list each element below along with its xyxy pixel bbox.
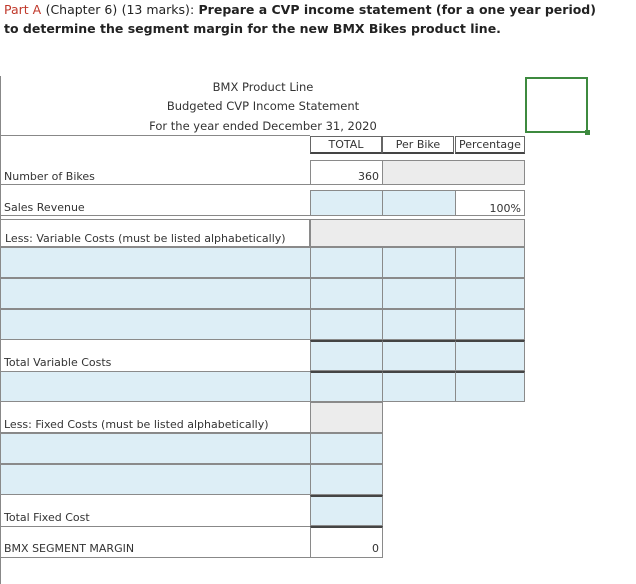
number-of-bikes-total: 360: [358, 170, 379, 183]
number-of-bikes-total-cell[interactable]: [310, 160, 383, 185]
variable-cost-row-3-per-bike[interactable]: [382, 309, 456, 340]
total-variable-costs-total[interactable]: [310, 340, 383, 371]
fill-handle[interactable]: [585, 130, 590, 135]
question-heading: [4, 0, 604, 38]
contribution-margin-label-cell[interactable]: [0, 371, 311, 402]
statement-period: For the year ended December 31, 2020: [149, 119, 377, 133]
sales-revenue-per-bike-cell[interactable]: [382, 190, 456, 216]
statement-title: BMX Product Line: [212, 80, 314, 94]
variable-cost-row-2-per-bike[interactable]: [382, 278, 456, 309]
statement-subtitle: Budgeted CVP Income Statement: [166, 99, 360, 113]
variable-cost-row-3-percentage[interactable]: [455, 309, 525, 340]
cvp-worksheet: [0, 76, 636, 584]
sales-revenue-percentage: 100%: [489, 202, 521, 215]
fixed-cost-row-1-total[interactable]: [310, 433, 383, 464]
contribution-margin-per-bike[interactable]: [382, 371, 456, 402]
number-of-bikes-label: Number of Bikes: [4, 170, 95, 183]
column-per-bike-header: Per Bike: [382, 136, 454, 154]
variable-cost-row-1-per-bike[interactable]: [382, 247, 456, 278]
question-instruction: Prepare a CVP income statement (for a one year period) to determine the segment margin for the new BMX Bikes product line.: [4, 2, 596, 36]
contribution-margin-total[interactable]: [310, 371, 383, 402]
chapter-label: (Chapter 6): [45, 2, 118, 17]
segment-margin-total-cell[interactable]: [310, 526, 383, 558]
variable-cost-row-1-label-cell[interactable]: [0, 247, 311, 278]
variable-cost-row-3-label-cell[interactable]: [0, 309, 311, 340]
total-fixed-cost-total[interactable]: [310, 495, 383, 526]
variable-cost-row-2-total[interactable]: [310, 278, 383, 309]
part-label: Part A: [4, 2, 42, 17]
sales-revenue-label: Sales Revenue: [4, 201, 85, 214]
variable-cost-row-2-percentage[interactable]: [455, 278, 525, 309]
variable-costs-header-label: Less: Variable Costs (must be listed alphabetically): [5, 232, 286, 245]
variable-costs-header-cell: [0, 219, 310, 247]
fixed-costs-header-label: Less: Fixed Costs (must be listed alphabetically): [4, 418, 269, 431]
marks-label: (13 marks):: [121, 2, 195, 17]
variable-cost-row-1-percentage[interactable]: [455, 247, 525, 278]
fixed-cost-row-1-label-cell[interactable]: [0, 433, 311, 464]
column-percentage-header: Percentage: [455, 136, 525, 154]
total-variable-costs-per-bike[interactable]: [382, 340, 456, 371]
total-fixed-cost-label: Total Fixed Cost: [4, 511, 90, 524]
variable-costs-header-grey: [310, 219, 525, 247]
column-total-header: TOTAL: [310, 136, 382, 154]
segment-margin-label: BMX SEGMENT MARGIN: [4, 542, 135, 555]
total-variable-costs-label: Total Variable Costs: [4, 356, 112, 369]
variable-cost-row-2-label-cell[interactable]: [0, 278, 311, 309]
sales-revenue-percentage-cell[interactable]: [455, 190, 525, 216]
segment-margin-total: 0: [372, 542, 379, 555]
variable-cost-row-1-total[interactable]: [310, 247, 383, 278]
fixed-cost-row-2-total[interactable]: [310, 464, 383, 495]
fixed-cost-row-2-label-cell[interactable]: [0, 464, 311, 495]
number-of-bikes-grey-cell: [382, 160, 525, 185]
sales-revenue-total-cell[interactable]: [310, 190, 383, 216]
contribution-margin-percentage[interactable]: [455, 371, 525, 402]
fixed-costs-header-grey: [310, 402, 383, 433]
variable-cost-row-3-total[interactable]: [310, 309, 383, 340]
selected-cell[interactable]: [525, 77, 588, 133]
total-variable-costs-percentage[interactable]: [455, 340, 525, 371]
